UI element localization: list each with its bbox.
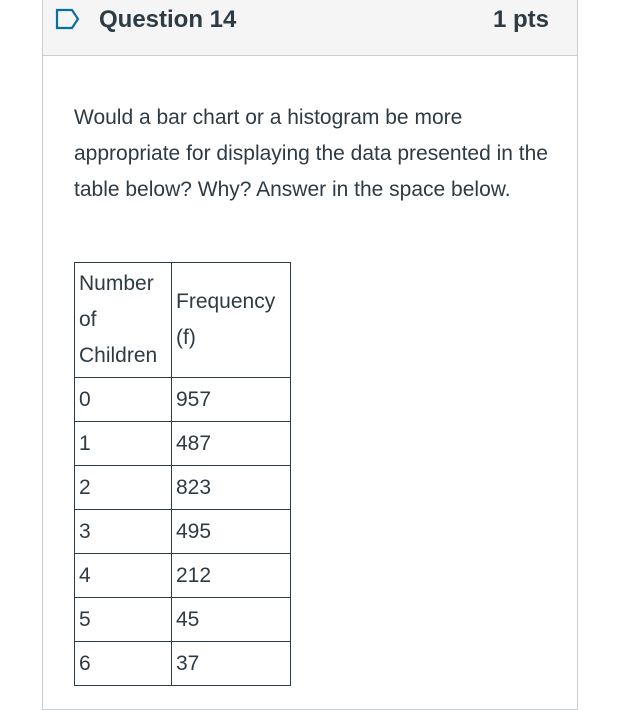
question-text: Would a bar chart or a histogram be more appropriate for displaying the data presented in the table below? Why? Answer in the space below. — [74, 106, 548, 201]
cell-frequency: 823 — [172, 466, 291, 510]
table-header-row — [75, 263, 291, 378]
cell-frequency: 487 — [172, 422, 291, 466]
cell-children: 0 — [75, 378, 172, 422]
column-header-frequency: Frequency (f) — [172, 263, 291, 378]
question-title: Question 14 — [99, 6, 237, 33]
table-row — [75, 642, 291, 686]
question-header — [43, 0, 577, 56]
cell-children: 6 — [75, 642, 172, 686]
flag-question-icon[interactable] — [55, 8, 81, 30]
table-row — [75, 422, 291, 466]
table-row — [75, 554, 291, 598]
cell-frequency: 212 — [172, 554, 291, 598]
column-header-number-of-children: Number of Children — [75, 263, 172, 378]
frequency-table — [74, 262, 291, 686]
question-points: 1 pts — [492, 6, 549, 33]
table-row — [75, 598, 291, 642]
cell-children: 2 — [75, 466, 172, 510]
table-row — [75, 378, 291, 422]
cell-children: 1 — [75, 422, 172, 466]
cell-children: 5 — [75, 598, 172, 642]
cell-frequency: 495 — [172, 510, 291, 554]
question-card — [42, 0, 578, 710]
cell-children: 4 — [75, 554, 172, 598]
table-row — [75, 510, 291, 554]
cell-children: 3 — [75, 510, 172, 554]
cell-frequency: 957 — [172, 378, 291, 422]
cell-frequency: 37 — [172, 642, 291, 686]
cell-frequency: 45 — [172, 598, 291, 642]
table-row — [75, 466, 291, 510]
